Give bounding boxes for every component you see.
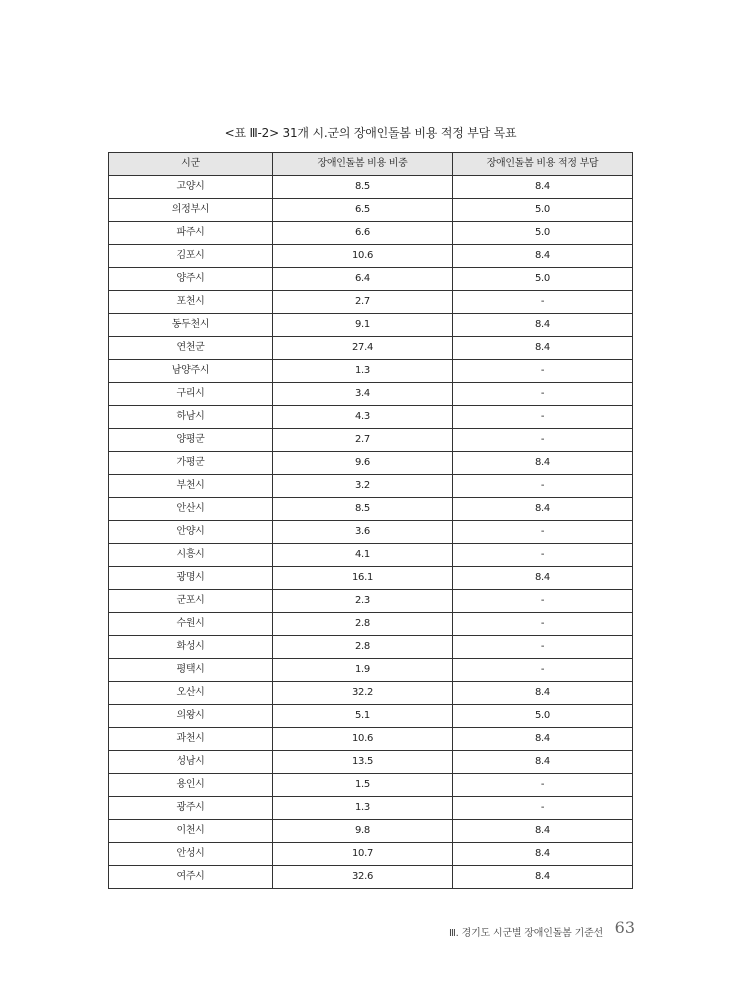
table-header-row bbox=[109, 153, 633, 176]
header-proper-burden: 장애인돌봄 비용 적정 부담 bbox=[453, 153, 633, 176]
table-row bbox=[109, 613, 633, 636]
cell-cost-share: 4.1 bbox=[273, 544, 453, 567]
cell-proper-burden: 8.4 bbox=[453, 682, 633, 705]
cell-proper-burden: - bbox=[453, 590, 633, 613]
cell-proper-burden: - bbox=[453, 291, 633, 314]
cell-city: 가평군 bbox=[109, 452, 273, 475]
cell-city: 연천군 bbox=[109, 337, 273, 360]
cell-city: 의정부시 bbox=[109, 199, 273, 222]
cell-city: 동두천시 bbox=[109, 314, 273, 337]
cell-city: 안산시 bbox=[109, 498, 273, 521]
table-row bbox=[109, 774, 633, 797]
table-row bbox=[109, 245, 633, 268]
cell-cost-share: 32.2 bbox=[273, 682, 453, 705]
table-row bbox=[109, 751, 633, 774]
cell-city: 안성시 bbox=[109, 843, 273, 866]
cell-proper-burden: 5.0 bbox=[453, 222, 633, 245]
table-row bbox=[109, 820, 633, 843]
cell-cost-share: 32.6 bbox=[273, 866, 453, 889]
cell-city: 하남시 bbox=[109, 406, 273, 429]
cell-proper-burden: 8.4 bbox=[453, 866, 633, 889]
cell-proper-burden: 5.0 bbox=[453, 705, 633, 728]
cell-proper-burden: - bbox=[453, 613, 633, 636]
table-row bbox=[109, 728, 633, 751]
cell-proper-burden: - bbox=[453, 521, 633, 544]
cell-proper-burden: 8.4 bbox=[453, 728, 633, 751]
footer-section-title: Ⅲ. 경기도 시군별 장애인돌봄 기준선 bbox=[448, 928, 603, 939]
cell-proper-burden: 8.4 bbox=[453, 337, 633, 360]
cell-city: 김포시 bbox=[109, 245, 273, 268]
cell-proper-burden: - bbox=[453, 774, 633, 797]
table-row bbox=[109, 337, 633, 360]
cell-cost-share: 6.5 bbox=[273, 199, 453, 222]
table-row bbox=[109, 475, 633, 498]
cell-city: 구리시 bbox=[109, 383, 273, 406]
table-row bbox=[109, 521, 633, 544]
cell-proper-burden: - bbox=[453, 797, 633, 820]
cell-cost-share: 3.2 bbox=[273, 475, 453, 498]
cell-cost-share: 2.8 bbox=[273, 636, 453, 659]
cell-cost-share: 2.3 bbox=[273, 590, 453, 613]
cell-city: 양평군 bbox=[109, 429, 273, 452]
cell-city: 용인시 bbox=[109, 774, 273, 797]
cell-cost-share: 9.6 bbox=[273, 452, 453, 475]
table-row bbox=[109, 314, 633, 337]
cell-city: 의왕시 bbox=[109, 705, 273, 728]
cell-proper-burden: 8.4 bbox=[453, 751, 633, 774]
cell-proper-burden: - bbox=[453, 429, 633, 452]
header-cost-share: 장애인돌봄 비용 비중 bbox=[273, 153, 453, 176]
cell-cost-share: 3.6 bbox=[273, 521, 453, 544]
header-city: 시군 bbox=[109, 153, 273, 176]
cell-cost-share: 2.8 bbox=[273, 613, 453, 636]
cell-proper-burden: 8.4 bbox=[453, 314, 633, 337]
cell-city: 성남시 bbox=[109, 751, 273, 774]
cell-proper-burden: 8.4 bbox=[453, 245, 633, 268]
table-row bbox=[109, 659, 633, 682]
cell-cost-share: 10.6 bbox=[273, 245, 453, 268]
table-row bbox=[109, 866, 633, 889]
cell-proper-burden: 8.4 bbox=[453, 820, 633, 843]
cell-cost-share: 4.3 bbox=[273, 406, 453, 429]
table-row bbox=[109, 383, 633, 406]
cell-cost-share: 2.7 bbox=[273, 291, 453, 314]
table-row bbox=[109, 843, 633, 866]
cell-cost-share: 6.6 bbox=[273, 222, 453, 245]
cell-city: 광주시 bbox=[109, 797, 273, 820]
cell-proper-burden: 8.4 bbox=[453, 843, 633, 866]
table-row bbox=[109, 291, 633, 314]
cell-city: 부천시 bbox=[109, 475, 273, 498]
cell-cost-share: 1.3 bbox=[273, 360, 453, 383]
cell-city: 여주시 bbox=[109, 866, 273, 889]
table-row bbox=[109, 590, 633, 613]
cell-city: 이천시 bbox=[109, 820, 273, 843]
cell-proper-burden: - bbox=[453, 544, 633, 567]
cell-cost-share: 13.5 bbox=[273, 751, 453, 774]
cell-city: 군포시 bbox=[109, 590, 273, 613]
table-row bbox=[109, 429, 633, 452]
cell-proper-burden: - bbox=[453, 360, 633, 383]
cell-city: 과천시 bbox=[109, 728, 273, 751]
table-row bbox=[109, 705, 633, 728]
cell-proper-burden: - bbox=[453, 406, 633, 429]
cell-proper-burden: - bbox=[453, 475, 633, 498]
cell-city: 포천시 bbox=[109, 291, 273, 314]
table-row bbox=[109, 682, 633, 705]
cell-proper-burden: - bbox=[453, 636, 633, 659]
cell-proper-burden: 5.0 bbox=[453, 268, 633, 291]
cell-cost-share: 9.8 bbox=[273, 820, 453, 843]
table-row bbox=[109, 797, 633, 820]
cell-proper-burden: - bbox=[453, 383, 633, 406]
cell-city: 남양주시 bbox=[109, 360, 273, 383]
table-row bbox=[109, 360, 633, 383]
page-number: 63 bbox=[614, 918, 635, 937]
table-row bbox=[109, 544, 633, 567]
cell-proper-burden: 8.4 bbox=[453, 452, 633, 475]
cell-cost-share: 5.1 bbox=[273, 705, 453, 728]
cell-cost-share: 9.1 bbox=[273, 314, 453, 337]
table-caption: <표 Ⅲ-2> 31개 시.군의 장애인돌봄 비용 적정 부담 목표 bbox=[224, 126, 517, 140]
cell-cost-share: 10.7 bbox=[273, 843, 453, 866]
cell-proper-burden: 5.0 bbox=[453, 199, 633, 222]
cell-city: 양주시 bbox=[109, 268, 273, 291]
cell-cost-share: 8.5 bbox=[273, 498, 453, 521]
cell-cost-share: 16.1 bbox=[273, 567, 453, 590]
table-row bbox=[109, 176, 633, 199]
table-row bbox=[109, 406, 633, 429]
cell-proper-burden: 8.4 bbox=[453, 498, 633, 521]
cell-city: 화성시 bbox=[109, 636, 273, 659]
table-row bbox=[109, 452, 633, 475]
table-row bbox=[109, 567, 633, 590]
cell-cost-share: 10.6 bbox=[273, 728, 453, 751]
cell-cost-share: 1.9 bbox=[273, 659, 453, 682]
cell-city: 광명시 bbox=[109, 567, 273, 590]
cell-cost-share: 2.7 bbox=[273, 429, 453, 452]
cell-city: 안양시 bbox=[109, 521, 273, 544]
cell-cost-share: 6.4 bbox=[273, 268, 453, 291]
table-row bbox=[109, 498, 633, 521]
cell-cost-share: 1.3 bbox=[273, 797, 453, 820]
table-row bbox=[109, 199, 633, 222]
cost-burden-table bbox=[108, 152, 633, 889]
cell-city: 고양시 bbox=[109, 176, 273, 199]
cell-city: 오산시 bbox=[109, 682, 273, 705]
table-row bbox=[109, 222, 633, 245]
cell-cost-share: 3.4 bbox=[273, 383, 453, 406]
table-row bbox=[109, 636, 633, 659]
cell-proper-burden: - bbox=[453, 659, 633, 682]
cell-cost-share: 8.5 bbox=[273, 176, 453, 199]
cell-cost-share: 27.4 bbox=[273, 337, 453, 360]
cell-city: 시흥시 bbox=[109, 544, 273, 567]
cell-city: 평택시 bbox=[109, 659, 273, 682]
table-row bbox=[109, 268, 633, 291]
cell-cost-share: 1.5 bbox=[273, 774, 453, 797]
cell-proper-burden: 8.4 bbox=[453, 567, 633, 590]
cell-city: 파주시 bbox=[109, 222, 273, 245]
cell-city: 수원시 bbox=[109, 613, 273, 636]
cell-proper-burden: 8.4 bbox=[453, 176, 633, 199]
